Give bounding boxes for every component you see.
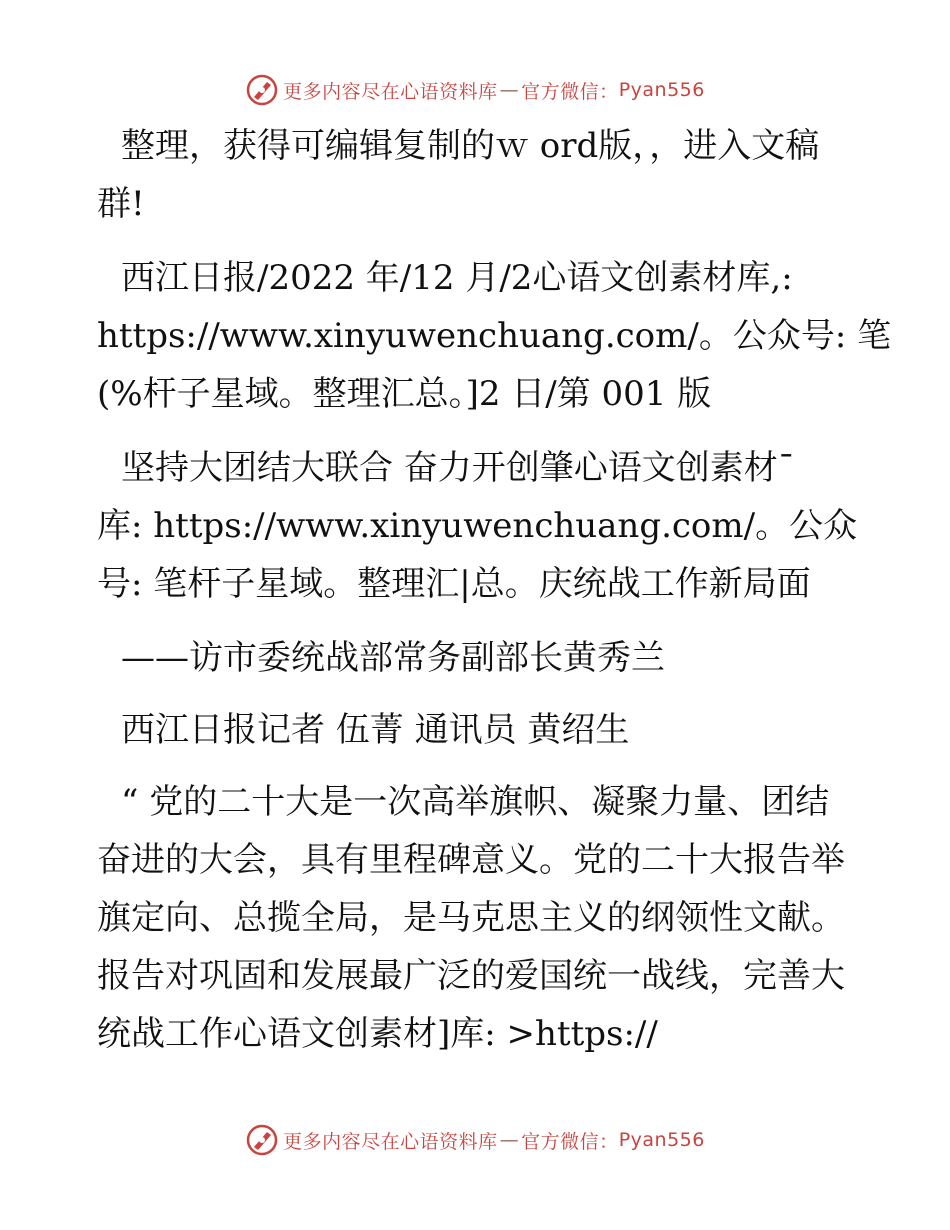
text-line: (%杆子星域。整理汇总。]2 日/第 001 版 xyxy=(97,374,712,414)
text-line: 库: https://www.xinyuwenchuang.com/。公众 xyxy=(97,506,858,546)
text-line: “ 党的二十大是一次高举旗帜、凝聚力量、团结 xyxy=(121,782,830,822)
text-line: 西江日报记者 伍菁 通讯员 黄绍生 xyxy=(121,710,630,750)
watermark-handle: Pyan556 xyxy=(618,79,705,101)
watermark-channel: 官方微信： xyxy=(521,80,619,103)
paragraph-subtitle xyxy=(97,629,857,687)
paragraph-body xyxy=(97,773,857,1063)
text-line: 号: 笔杆子星域。整理汇|总。庆统战工作新局面 xyxy=(97,564,811,604)
text-line: 报告对巩固和发展最广泛的爱国统一战线，完善大 xyxy=(97,956,845,996)
text-line: 旗定向、总揽全局，是马克思主义的纲领性文献。 xyxy=(97,898,845,938)
text-line: 群! xyxy=(97,184,145,224)
pen-logo-icon xyxy=(245,73,279,107)
text-line: 西江日报/2022 年/12 月/2心语文创素材库,: xyxy=(121,258,793,298)
paragraph-byline xyxy=(97,701,857,759)
watermark-text: 更多内容尽在心语资料库 xyxy=(283,1130,498,1153)
watermark-separator: — xyxy=(499,79,520,101)
text-line: 坚持大团结大联合 奋力开创肇心语文创素材¯ xyxy=(121,448,795,488)
text-line: 奋进的大会，具有里程碑意义。党的二十大报告举 xyxy=(97,840,845,880)
pen-logo-icon xyxy=(245,1123,279,1157)
paragraph-intro xyxy=(97,117,857,233)
paragraph-headline xyxy=(97,439,857,613)
watermark-handle: Pyan556 xyxy=(618,1129,705,1151)
watermark-header xyxy=(0,70,950,110)
document-body xyxy=(97,117,892,1079)
watermark-text: 更多内容尽在心语资料库 xyxy=(283,80,498,103)
watermark-footer xyxy=(0,1120,950,1160)
paragraph-source xyxy=(97,249,892,423)
watermark-separator: — xyxy=(499,1129,520,1151)
watermark-channel: 官方微信： xyxy=(521,1130,619,1153)
text-line: https://www.xinyuwenchuang.com/。公众号: 笔 xyxy=(97,316,892,356)
text-line: 整理，获得可编辑复制的ｗ ord版，，进入文稿 xyxy=(121,126,820,166)
text-line: ——访市委统战部常务副部长黄秀兰 xyxy=(121,638,665,678)
text-line: 统战工作心语文创素材]库: >https:// xyxy=(97,1014,658,1054)
